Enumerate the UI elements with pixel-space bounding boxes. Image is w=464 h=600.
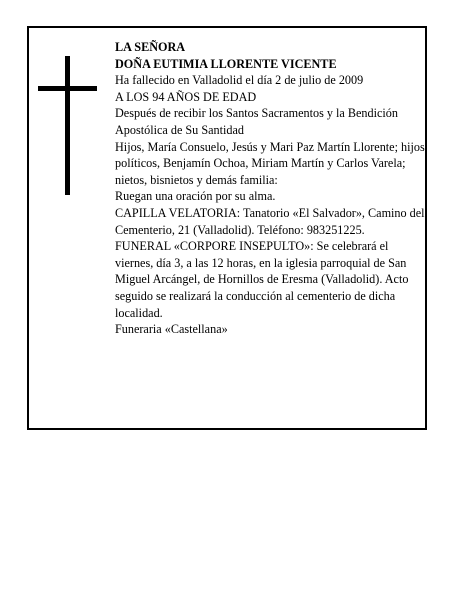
notice-text	[115, 39, 425, 338]
funeral-home-line: Funeraria «Castellana»	[115, 322, 228, 337]
family-line: Hijos, María Consuelo, Jesús y Mari Paz Martín Llorente; hijos políticos, Benjamín Ochoa, Miriam Martín y Carlos Varela; nietos, bisnietos y demás familia:	[115, 139, 425, 187]
age-line: A LOS 94 AÑOS DE EDAD	[115, 89, 257, 104]
notice-title: LA SEÑORA	[115, 40, 186, 54]
sacraments-line: Después de recibir los Santos Sacramentos y la Bendición Apostólica de Su Santidad	[115, 106, 398, 137]
cross-icon	[65, 56, 70, 195]
prayer-line: Ruegan una oración por su alma.	[115, 189, 276, 204]
cross-icon-crossbar	[38, 86, 97, 91]
death-line: Ha fallecido en Valladolid el día 2 de julio de 2009	[115, 73, 364, 88]
funeral-line: FUNERAL «CORPORE INSEPULTO»: Se celebrará el viernes, día 3, a las 12 horas, en la iglesia parroquial de San Miguel Arcángel, de Hornillos de Eresma (Valladolid). Acto seguido se realizará la conducción al cementerio de dicha localidad.	[115, 239, 409, 320]
chapel-line: CAPILLA VELATORIA: Tanatorio «El Salvador», Camino del Cementerio, 21 (Valladolid). Teléfono: 983251225.	[115, 205, 425, 237]
deceased-name: DOÑA EUTIMIA LLORENTE VICENTE	[115, 56, 337, 71]
